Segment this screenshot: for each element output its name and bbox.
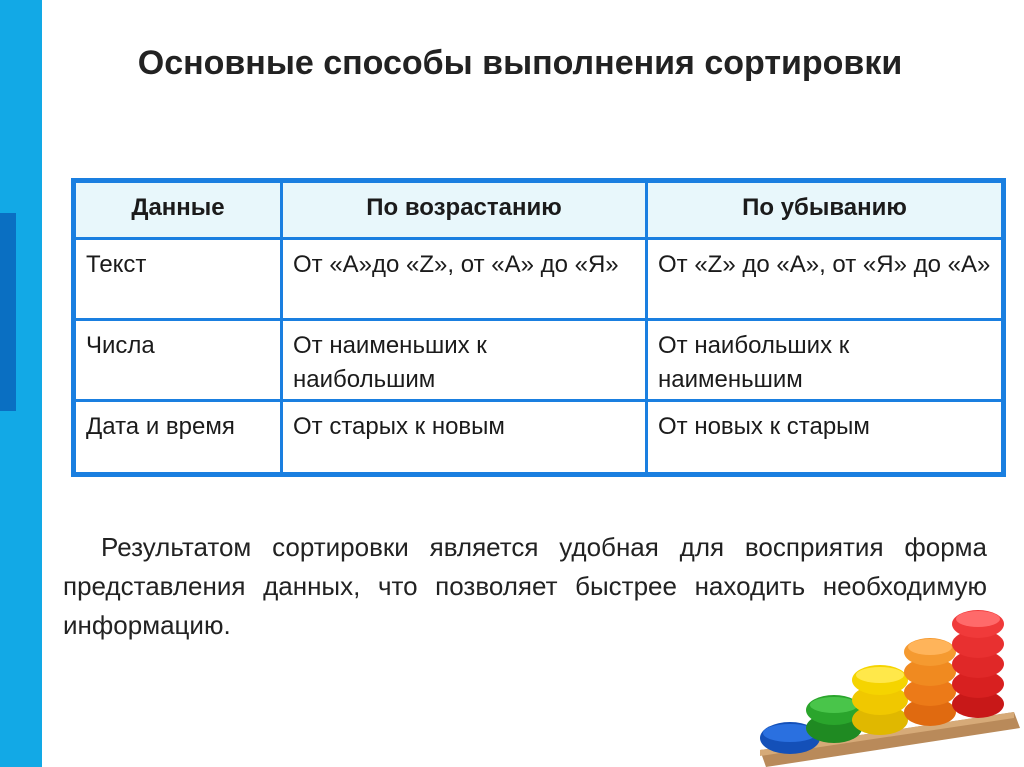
- cell-data-type: Текст: [76, 239, 282, 320]
- table-row: [76, 239, 1001, 320]
- summary-paragraph: Результатом сортировки является удобная для восприятия форма представления данных, что позволяет быстрее находить необходимую информацию.: [63, 532, 987, 640]
- table-row: [76, 320, 1001, 401]
- page-title: Основные способы выполнения сортировки: [137, 44, 903, 82]
- header-data: Данные: [76, 183, 282, 239]
- left-accent-bar-dark: [0, 213, 16, 411]
- cell-descending: От наибольших к наименьшим: [647, 320, 1002, 401]
- header-descending: По убыванию: [647, 183, 1002, 239]
- cell-descending: От новых к старым: [647, 401, 1002, 473]
- cell-ascending: От наименьших к наибольшим: [282, 320, 647, 401]
- header-ascending: По возрастанию: [282, 183, 647, 239]
- cell-data-type: Числа: [76, 320, 282, 401]
- table-header-row: [76, 183, 1001, 239]
- cell-descending: От «Z» до «А», от «Я» до «А»: [647, 239, 1002, 320]
- sorting-methods-table: [71, 178, 1006, 477]
- cell-ascending: От старых к новым: [282, 401, 647, 473]
- table-row: [76, 401, 1001, 473]
- stacking-rings-toy-icon: [752, 600, 1024, 767]
- cell-ascending: От «А»до «Z», от «А» до «Я»: [282, 239, 647, 320]
- cell-data-type: Дата и время: [76, 401, 282, 473]
